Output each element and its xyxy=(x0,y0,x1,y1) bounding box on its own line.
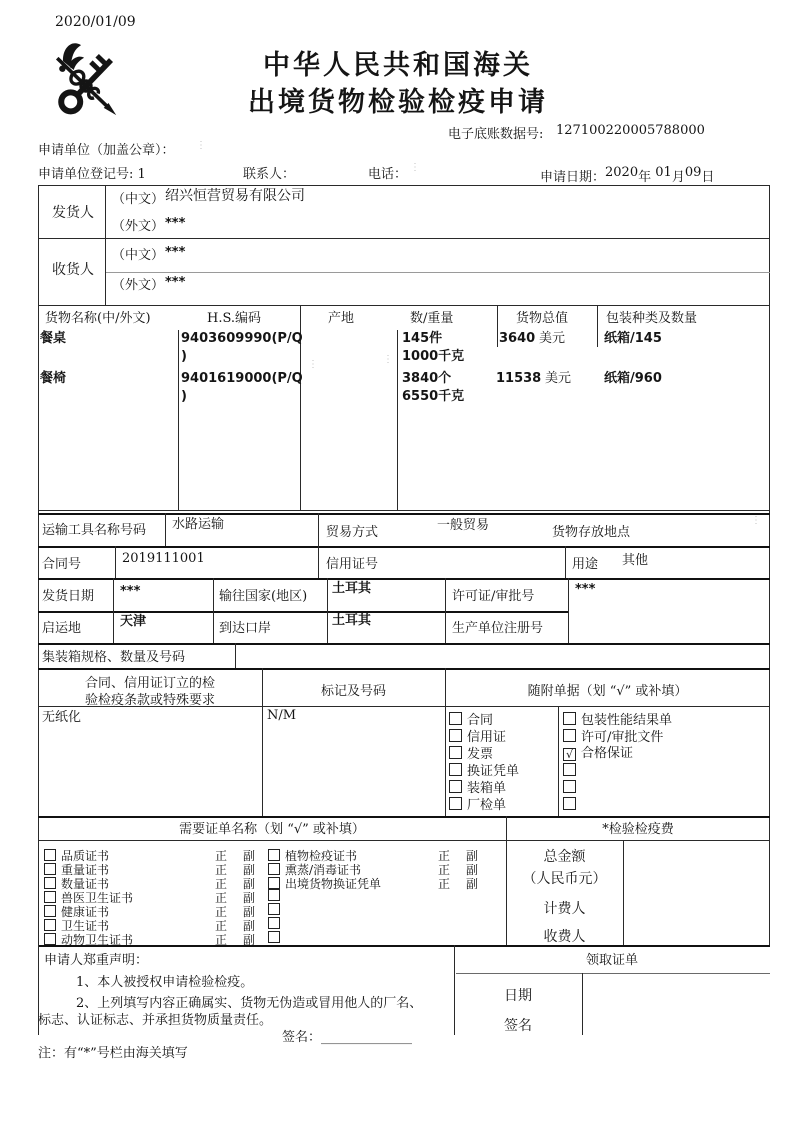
goods-currency: 美元 xyxy=(545,371,572,386)
consignor-cn-value: 绍兴恒营贸易有限公司 xyxy=(165,188,305,204)
checkbox-quality-cert[interactable] xyxy=(44,849,56,861)
checkbox-label: 包装性能结果单 xyxy=(581,713,673,728)
trade-mode-label: 贸易方式 xyxy=(326,525,379,540)
goods-package: 纸箱/960 xyxy=(604,371,662,386)
ship-date-label: 发货日期 xyxy=(42,589,95,604)
goods-header-total: 货物总值 xyxy=(516,311,569,326)
pickup-header: 领取证单 xyxy=(585,953,638,968)
origin-label: 启运地 xyxy=(42,621,82,636)
goods-header-package: 包装种类及数量 xyxy=(606,311,698,326)
ledger-number-label: 电子底账数据号: xyxy=(448,127,544,142)
goods-hs-code: 9403609990(P/Q xyxy=(181,331,303,346)
goods-hs-code-wrap: ) xyxy=(181,349,187,364)
declaration-line3: 标志、认证标志、并承担货物质量责任。 xyxy=(38,1013,273,1028)
declaration-line2: 2、上列填写内容正确属实、货物无伪造或冒用他人的厂名、 xyxy=(76,996,423,1011)
checkbox-blank[interactable] xyxy=(268,889,280,901)
certificates-header: 需要证单名称（划 “√” 或补填） xyxy=(179,822,365,837)
phone-label: 电话： xyxy=(368,167,408,182)
checkbox-label: 厂检单 xyxy=(467,798,507,813)
container-label: 集装箱规格、数量及号码 xyxy=(42,650,186,665)
goods-weight: 6550千克 xyxy=(402,389,465,404)
apply-date: 申请日期：2020年 01月09日 xyxy=(540,165,715,185)
certificates-col1: 品质证书 正 副 重量证书 正 副 数量证书 正 副 兽医卫生证书 正 副 健康证书 正 副 卫生证书 正 副 动物卫生证书 正 副 xyxy=(44,847,284,945)
checkbox-veterinary-cert[interactable] xyxy=(44,891,56,903)
declaration-title: 申请人郑重声明： xyxy=(44,953,149,968)
checkbox-fumigation-cert[interactable] xyxy=(268,863,280,875)
pickup-date-label: 日期 xyxy=(504,988,532,1004)
form-title-line1: 中华人民共和国海关 xyxy=(263,50,533,81)
form-title-line2: 出境货物检验检疫申请 xyxy=(248,87,548,118)
faint-mark: ⋮ xyxy=(751,515,761,526)
checkbox-label: 合同 xyxy=(467,713,494,728)
consignee-cn-value: *** xyxy=(165,245,186,260)
dest-country-label: 输往国家(地区) xyxy=(219,589,308,604)
goods-hs-code: 9401619000(P/Q xyxy=(181,371,303,386)
checkbox-factory-inspection[interactable] xyxy=(449,797,462,810)
goods-quantity: 145件 xyxy=(402,331,443,346)
checkbox-blank[interactable] xyxy=(268,903,280,915)
clauses-value: 无纸化 xyxy=(42,710,82,725)
checkbox-quantity-cert[interactable] xyxy=(44,877,56,889)
checkbox-label: 许可/审批文件 xyxy=(581,730,664,745)
checkbox-sanitary-cert[interactable] xyxy=(44,919,56,931)
checkbox-blank[interactable] xyxy=(268,917,280,929)
attached-docs-header: 随附单据（划 “√” 或补填） xyxy=(527,684,688,699)
scan-date: 2020/01/09 xyxy=(55,14,136,30)
faint-mark: ⋮ xyxy=(410,162,420,173)
consignee-cn-label: （中文） xyxy=(112,248,165,263)
goods-currency: 美元 xyxy=(539,331,566,346)
goods-weight: 1000千克 xyxy=(402,349,465,364)
checkbox-blank[interactable] xyxy=(563,797,576,810)
goods-header-hs: H.S.编码 xyxy=(207,311,262,326)
origin-value: 天津 xyxy=(120,614,147,629)
checkbox-packaging-performance[interactable] xyxy=(563,712,576,725)
checkbox-contract[interactable] xyxy=(449,712,462,725)
use-label: 用途 xyxy=(572,557,599,572)
vehicle-label: 运输工具名称号码 xyxy=(42,523,147,538)
checkbox-letter-of-credit[interactable] xyxy=(449,729,462,742)
consignee-fn-label: （外文） xyxy=(112,278,165,293)
fee-collector-label: 收费人 xyxy=(543,929,586,945)
checkbox-label: 装箱单 xyxy=(467,781,507,796)
dest-country-value: 土耳其 xyxy=(332,581,372,596)
goods-package: 纸箱/145 xyxy=(604,331,662,346)
footer-note: 注：有“*”号栏由海关填写 xyxy=(38,1046,188,1061)
fees-header: *检验检疫费 xyxy=(602,822,674,837)
checkbox-invoice[interactable] xyxy=(449,746,462,759)
faint-mark: ⋮ xyxy=(308,359,318,370)
goods-quantity: 3840个 xyxy=(402,371,452,386)
applicant-unit-label: 申请单位（加盖公章）： xyxy=(38,143,175,158)
arrival-port-value: 土耳其 xyxy=(332,613,372,628)
clauses-header-line2: 验检疫条款或特殊要求 xyxy=(84,693,215,708)
declaration-signature: 签名：______________ xyxy=(282,1030,413,1045)
marks-value: N/M xyxy=(267,708,297,723)
certificates-col2: 植物检疫证书 正 副 熏蒸/消毒证书 正 副 出境货物换证凭单 正 副 xyxy=(268,847,498,945)
checkbox-conformity-guarantee[interactable]: √ xyxy=(563,748,576,761)
storage-label: 货物存放地点 xyxy=(552,525,631,540)
pickup-sign-label: 签名 xyxy=(504,1018,532,1034)
goods-hs-code-wrap: ) xyxy=(181,389,187,404)
consignor-label: 发货人 xyxy=(52,205,94,221)
checkbox-plant-quarantine-cert[interactable] xyxy=(268,849,280,861)
checkbox-permit-documents[interactable] xyxy=(563,729,576,742)
consignor-fn-label: （外文） xyxy=(112,219,165,234)
consignor-cn-label: （中文） xyxy=(112,192,165,207)
arrival-port-label: 到达口岸 xyxy=(219,621,272,636)
checkbox-blank[interactable] xyxy=(268,931,280,943)
checkbox-label: 换证凭单 xyxy=(467,764,520,779)
ship-date-value: *** xyxy=(120,584,141,599)
use-value: 其他 xyxy=(622,553,649,568)
checkbox-label: 信用证 xyxy=(467,730,507,745)
permit-no-label: 许可证/审批号 xyxy=(452,589,535,604)
signature-line[interactable]: ______________ xyxy=(321,1030,413,1045)
customs-emblem-logo xyxy=(44,42,128,130)
permit-no-value: *** xyxy=(575,582,596,597)
contract-no-label: 合同号 xyxy=(42,557,82,572)
attached-docs-col2 xyxy=(563,712,672,814)
goods-header-name: 货物名称(中/外文) xyxy=(45,311,151,326)
contract-no-value: 2019111001 xyxy=(122,551,205,566)
fee-calculator-label: 计费人 xyxy=(543,901,586,917)
checkbox-blank[interactable] xyxy=(563,780,576,793)
checkbox-blank[interactable] xyxy=(563,763,576,776)
checkbox-label: 合格保证 xyxy=(581,746,634,761)
declaration-line1: 1、本人被授权申请检验检疫。 xyxy=(76,975,254,990)
vehicle-value: 水路运输 xyxy=(172,517,225,532)
consignor-fn-value: *** xyxy=(165,216,186,231)
clauses-header-line1: 合同、信用证订立的检 xyxy=(84,676,215,691)
goods-total-value: 3640 xyxy=(499,331,536,346)
producer-reg-label: 生产单位注册号 xyxy=(452,621,544,636)
goods-header-qty: 数/重量 xyxy=(410,311,454,326)
lc-no-label: 信用证号 xyxy=(326,557,379,572)
fee-total-label: 总金额 xyxy=(543,849,586,865)
checkbox-exchange-voucher[interactable] xyxy=(449,763,462,776)
marks-header: 标记及号码 xyxy=(320,684,386,699)
contact-label: 联系人： xyxy=(243,167,296,182)
attached-docs-col1 xyxy=(449,712,519,814)
goods-header-origin: 产地 xyxy=(328,311,355,326)
checkbox-label: 发票 xyxy=(467,747,494,762)
consignee-label: 收货人 xyxy=(52,262,94,278)
applicant-reg-no: 申请单位登记号: 1 xyxy=(38,167,146,182)
checkbox-health-cert[interactable] xyxy=(44,905,56,917)
trade-mode-value: 一般贸易 xyxy=(437,518,490,533)
fee-total-label2: （人民币元） xyxy=(522,871,607,887)
checkbox-animal-health-cert[interactable] xyxy=(44,933,56,945)
goods-name: 餐椅 xyxy=(40,371,67,386)
faint-mark: ⋮ xyxy=(196,140,206,151)
consignee-fn-value: *** xyxy=(165,275,186,290)
checkbox-exit-goods-voucher[interactable] xyxy=(268,877,280,889)
goods-total-value: 11538 xyxy=(496,371,542,386)
checkbox-packing-list[interactable] xyxy=(449,780,462,793)
checkbox-weight-cert[interactable] xyxy=(44,863,56,875)
goods-name: 餐桌 xyxy=(40,331,67,346)
ledger-number-value: 127100220005788000 xyxy=(556,123,705,138)
faint-mark: ⋮ xyxy=(383,354,393,365)
